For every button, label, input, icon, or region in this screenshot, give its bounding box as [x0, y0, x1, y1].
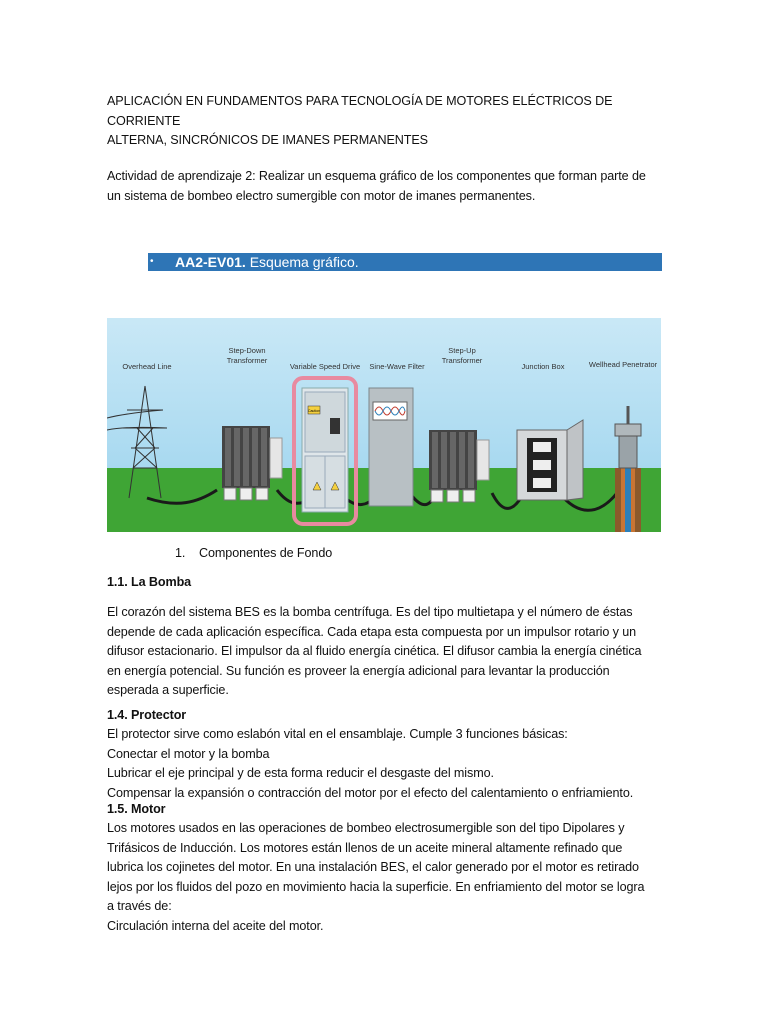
list-number: 1. — [175, 546, 186, 560]
banner-heading: AA2-EV01. Esquema gráfico. — [175, 254, 359, 270]
esp-system-diagram — [107, 318, 661, 532]
label-step-up-1: Step-Up — [448, 346, 476, 355]
list-heading: 1. Componentes de Fondo — [175, 544, 332, 564]
label-step-down-1: Step-Down — [228, 346, 266, 355]
section-heading-protector: 1.4. Protector — [107, 708, 187, 722]
bullet-icon: • — [150, 256, 154, 267]
variable-speed-drive-icon — [294, 378, 356, 524]
sine-wave-filter-icon — [369, 388, 413, 506]
section-heading-bomba: 1.1. La Bomba — [107, 575, 192, 589]
section-banner — [148, 253, 662, 271]
label-overhead-line: Overhead Line — [122, 362, 172, 371]
label-vsd: Variable Speed Drive — [289, 362, 361, 371]
caution-label: Caution — [307, 409, 321, 413]
label-junction-box: Junction Box — [521, 362, 565, 371]
paragraph-bomba: El corazón del sistema BES es la bomba centrífuga. Es del tipo multietapa y el número de éstas depende de cada aplicación específica. Cada etapa esta compuesta por un impulsor rotario y un difusor estacionario. El impulsor da al fluido energía cinética. El difusor cambia la energía cinética en energía potencial. Su función es proveer la energía adicional para levantar la producción esperada a superficie. — [107, 605, 642, 697]
paragraph-motor: Los motores usados en las operaciones de bombeo electrosumergible son del tipo Dipolares y Trifásicos de Inducción. Los motores están llenos de un aceite mineral altamente refinado que lubrica los cojinetes del motor. En una instalación BES, el calor generado por el motor es retirado lejos por los fluidos del pozo en movimiento hacia la superficie. En enfriamiento del motor se logra a través de: Circulación interna del aceite del motor. — [107, 821, 645, 933]
junction-box-icon — [517, 420, 583, 500]
label-sine-filter: Sine-Wave Filter — [369, 362, 425, 371]
section-heading-motor: 1.5. Motor — [107, 802, 166, 816]
label-step-up-2: Transformer — [441, 356, 483, 365]
wellhead-penetrator-icon — [615, 406, 641, 532]
label-step-down-2: Transformer — [226, 356, 268, 365]
paragraph-protector: El protector sirve como eslabón vital en el ensamblaje. Cumple 3 funciones básicas: Conectar el motor y la bomba Lubricar el eje principal y de esta forma reducir el desgaste del mismo. Compensar la expansión o contracción del motor por el efecto del calentamiento o enfriamiento. — [107, 727, 634, 800]
label-wellhead: Wellhead Penetrator — [588, 360, 658, 369]
activity-description: Actividad de aprendizaje 2: Realizar un esquema gráfico de los componentes que forman parte de un sistema de bombeo electro sumergible con motor de imanes permanentes. — [107, 169, 646, 203]
document-title: APLICACIÓN EN FUNDAMENTOS PARA TECNOLOGÍA DE MOTORES ELÉCTRICOS DE CORRIENTE ALTERNA, SINCRÓNICOS DE IMANES PERMANENTES — [107, 94, 613, 147]
